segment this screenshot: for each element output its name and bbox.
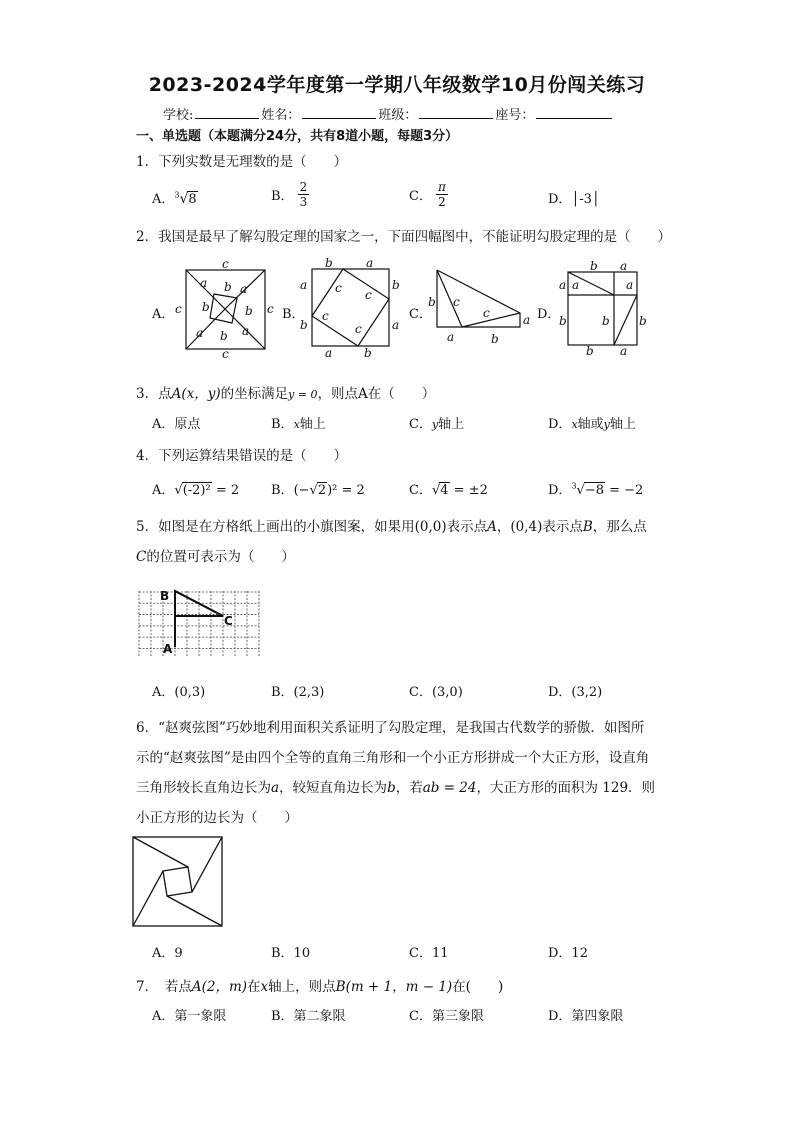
q4-a-result: = 2 — [211, 483, 240, 498]
q2c-c1: c — [453, 295, 460, 309]
q4-c-radicand: 4 — [440, 483, 449, 498]
q3-suffix: ，则点A在（ ） — [317, 386, 436, 402]
q1-b-label: B． — [271, 189, 294, 204]
q3-d-var2: y — [603, 418, 610, 431]
q2d-b-left: b — [559, 314, 567, 328]
q2c-b-left: b — [428, 295, 436, 309]
q2d-b-top: b — [590, 259, 598, 273]
q2a-c-top: c — [222, 257, 229, 271]
q7-t1: 7． 若点 — [136, 979, 192, 995]
q2b-b-top: b — [325, 256, 333, 270]
q5-t4: 表示点 — [542, 519, 583, 535]
q1-b-fraction — [298, 180, 310, 209]
q4-d-radicand: −8 — [584, 483, 604, 498]
q1-d-text: │-3│ — [571, 192, 600, 207]
q5-grid-figure — [135, 585, 261, 657]
q2a-b3: b — [245, 304, 253, 318]
q1-b-num: 2 — [299, 180, 308, 194]
q2d-b-bottom: b — [586, 344, 594, 358]
q4-option-a[interactable] — [152, 479, 239, 498]
q4-b-pre: (− — [293, 483, 310, 498]
q3-stem — [136, 382, 435, 402]
q2d-a-bottom: a — [620, 344, 628, 358]
q2b-b-bottom: b — [364, 346, 372, 360]
q6-var-a: a — [271, 780, 280, 796]
q5-t6: 的位置可表示为（ ） — [146, 549, 295, 565]
q5-option-b[interactable]: B．(2,3) — [271, 685, 325, 700]
q5-C: C — [136, 549, 147, 565]
q6-eq: ab = 24 — [422, 780, 477, 796]
q2-figure-a — [172, 257, 277, 362]
q2b-a-top: a — [366, 256, 374, 270]
q3-b-text: 轴上 — [299, 417, 326, 432]
q5-t3: ， — [496, 519, 511, 535]
q2b-b-left: b — [300, 318, 308, 332]
class-blank[interactable] — [419, 106, 493, 119]
q1-a-radicand: 8 — [188, 192, 197, 207]
q6-option-a[interactable]: A．9 — [152, 946, 183, 961]
q3-d-mid: 轴或 — [577, 417, 604, 432]
seat-label: 座号： — [495, 108, 535, 123]
q5-p2: (0,4) — [510, 519, 543, 535]
q2b-c2: c — [365, 288, 372, 302]
q2a-a2: a — [240, 282, 248, 296]
q3-option-a[interactable]: A．原点 — [152, 417, 201, 432]
q6-zhaoshuang-figure — [131, 835, 225, 929]
radical-icon: √ — [174, 483, 183, 498]
name-label: 姓名： — [261, 108, 301, 123]
q4-d-result: = −2 — [605, 483, 644, 498]
q3-cond: y = 0 — [288, 388, 318, 401]
q4-a-label: A． — [152, 483, 175, 498]
q2d-a-left1: a — [559, 278, 567, 292]
q2d-b-mid: b — [602, 314, 610, 328]
q6-t1: 三角形较长直角边长为 — [136, 780, 271, 796]
student-info-row — [163, 104, 614, 123]
q2b-b-right: b — [392, 278, 400, 292]
q2-option-a-label[interactable]: A． — [152, 307, 175, 322]
q5-A: A — [487, 519, 497, 535]
q1-stem: 1．下列实数是无理数的是（ ） — [136, 154, 348, 170]
q5-t5: ，那么点 — [592, 519, 647, 535]
q2-option-d-label[interactable]: D． — [537, 307, 561, 322]
q1-option-c[interactable] — [409, 180, 448, 209]
radical-icon: √ — [179, 191, 189, 207]
q6-t4: ，大正方形的面积为 129．则 — [476, 780, 656, 796]
q6-line4: 小正方形的边长为（ ） — [136, 810, 298, 826]
q3-mid: 的坐标满足 — [220, 386, 289, 402]
q1-c-num: π — [437, 180, 446, 194]
q2a-c-left: c — [175, 302, 182, 316]
q4-c-label: C． — [409, 483, 432, 498]
q2c-a-bottom: a — [447, 330, 455, 344]
q7-option-c[interactable]: C．第三象限 — [409, 1009, 484, 1024]
q2a-a1: a — [200, 276, 208, 290]
q2d-a-left2: a — [572, 278, 580, 292]
q1-c-label: C． — [409, 189, 432, 204]
q4-b-post: )² = 2 — [327, 483, 365, 498]
q2b-a-left: a — [300, 278, 308, 292]
q6-line3 — [136, 776, 655, 796]
q6-t2: ，较短直角边长为 — [279, 780, 388, 796]
q6-var-b: b — [387, 780, 396, 796]
q7-option-d[interactable]: D．第四象限 — [548, 1009, 624, 1024]
radical-icon: √ — [431, 483, 441, 498]
q2d-b-right: b — [639, 314, 647, 328]
q2a-b1: b — [224, 280, 232, 294]
q5-label-b: B — [160, 589, 170, 603]
seat-blank[interactable] — [536, 106, 612, 119]
q7-t2: 在 — [247, 979, 261, 995]
q3-option-c[interactable] — [409, 413, 464, 432]
q5-t1: 5．如图是在方格纸上画出的小旗图案，如果用 — [136, 519, 415, 535]
q2b-c3: c — [322, 309, 329, 323]
q3-c-var: y — [431, 418, 439, 431]
q3-d-var1: x — [571, 418, 578, 431]
radical-icon: √ — [309, 483, 318, 498]
q3-option-b[interactable] — [271, 413, 326, 432]
q5-t2: 表示点 — [446, 519, 488, 535]
q5-B: B — [582, 519, 593, 535]
q3-d-label: D． — [548, 417, 572, 432]
q1-option-a[interactable] — [152, 188, 198, 207]
q2b-c1: c — [335, 281, 342, 295]
q7-t4: 在( ) — [452, 979, 504, 995]
q5-option-a[interactable]: A．(0,3) — [152, 685, 206, 700]
q2-figure-b — [298, 256, 404, 364]
q2b-a-bottom: a — [325, 346, 333, 360]
q5-p1: (0,0) — [414, 519, 447, 535]
q4-d-index: 3 — [571, 481, 577, 491]
q1-a-index: 3 — [174, 190, 180, 200]
q2d-a-top: a — [620, 259, 628, 273]
q2d-a-right1: a — [626, 278, 634, 292]
q2b-c4: c — [355, 322, 362, 336]
q3-b-label: B． — [271, 417, 294, 432]
q1-b-den: 3 — [299, 195, 308, 209]
q2b-a-right: a — [392, 318, 400, 332]
page-title: 2023-2024学年度第一学期八年级数学10月份闯关练习 — [148, 74, 646, 96]
q2c-c2: c — [483, 306, 490, 320]
q6-option-c[interactable]: C．11 — [409, 946, 449, 961]
q2-option-b-label[interactable]: B． — [282, 307, 305, 322]
school-blank[interactable] — [195, 106, 259, 119]
q7-point-b: B(m + 1，m − 1) — [335, 979, 453, 995]
school-label: 学校: — [163, 108, 194, 123]
q7-x: x — [260, 979, 269, 995]
q1-c-fraction — [436, 180, 448, 209]
class-label: 班级： — [378, 108, 418, 123]
q4-option-d[interactable] — [548, 479, 643, 498]
q2a-a4: a — [242, 324, 250, 338]
q1-d-label: D． — [548, 192, 572, 207]
q6-t3: ，若 — [395, 780, 423, 796]
q2c-a-right: a — [523, 313, 531, 327]
q5-stem-line1 — [136, 515, 647, 535]
q1-a-label: A． — [152, 192, 175, 207]
section-heading: 一、单选题（本题满分24分，共有8道小题，每题3分） — [136, 129, 459, 144]
q2-stem: 2．我国是最早了解勾股定理的国家之一，下面四幅图中，不能证明勾股定理的是（ ） — [136, 229, 672, 245]
q7-point-a: A(2，m) — [191, 979, 248, 995]
q7-option-a[interactable]: A．第一象限 — [152, 1009, 227, 1024]
q5-stem-line2 — [136, 545, 295, 565]
q4-b-label: B． — [271, 483, 294, 498]
q3-option-d[interactable] — [548, 413, 636, 432]
q7-option-b[interactable]: B．第二象限 — [271, 1009, 346, 1024]
q4-c-result: = ±2 — [449, 483, 488, 498]
q5-label-c: C — [224, 614, 233, 628]
q2a-b2: b — [202, 300, 210, 314]
q3-point: A(x，y) — [171, 386, 221, 402]
q4-d-label: D． — [548, 483, 572, 498]
q7-t3: 轴上，则点 — [268, 979, 336, 995]
q3-d-text: 轴上 — [609, 417, 636, 432]
radical-icon: √ — [576, 483, 585, 498]
q1-option-b[interactable] — [271, 180, 309, 209]
q3-prefix: 3．点 — [136, 386, 172, 402]
q2a-b4: b — [220, 329, 228, 343]
name-blank[interactable] — [302, 106, 376, 119]
q4-option-b[interactable] — [271, 479, 365, 498]
q6-line2: 示的“赵爽弦图”是由四个全等的直角三角形和一个小正方形拼成一个大正方形，设直角 — [136, 750, 650, 766]
q4-a-radicand: (-2)² — [182, 483, 211, 498]
q5-option-d[interactable]: D．(3,2) — [548, 685, 603, 700]
q7-stem — [136, 975, 503, 995]
q3-b-var: x — [293, 418, 300, 431]
q6-option-d[interactable]: D．12 — [548, 946, 588, 961]
q2-option-c-label[interactable]: C． — [409, 307, 432, 322]
q4-stem: 4．下列运算结果错误的是（ ） — [136, 448, 348, 464]
q3-c-text: 轴上 — [438, 417, 465, 432]
q1-option-d[interactable] — [548, 188, 600, 207]
q2a-c-right: c — [267, 302, 274, 316]
q6-option-b[interactable]: B．10 — [271, 946, 311, 961]
q2-figure-c — [425, 262, 533, 348]
q2c-b-bottom: b — [491, 332, 499, 346]
q6-line1: 6．“赵爽弦图”巧妙地利用面积关系证明了勾股定理，是我国古代数学的骄傲．如图所 — [136, 720, 645, 736]
q5-option-c[interactable]: C．(3,0) — [409, 685, 463, 700]
q2a-c-bottom: c — [222, 347, 229, 361]
q4-b-radicand: 2 — [317, 483, 327, 498]
q2-figure-d — [556, 259, 652, 359]
q5-label-a: A — [163, 642, 173, 656]
q4-option-c[interactable] — [409, 479, 488, 498]
q3-c-label: C． — [409, 417, 432, 432]
q2a-a3: a — [196, 326, 204, 340]
q1-c-den: 2 — [438, 195, 446, 209]
